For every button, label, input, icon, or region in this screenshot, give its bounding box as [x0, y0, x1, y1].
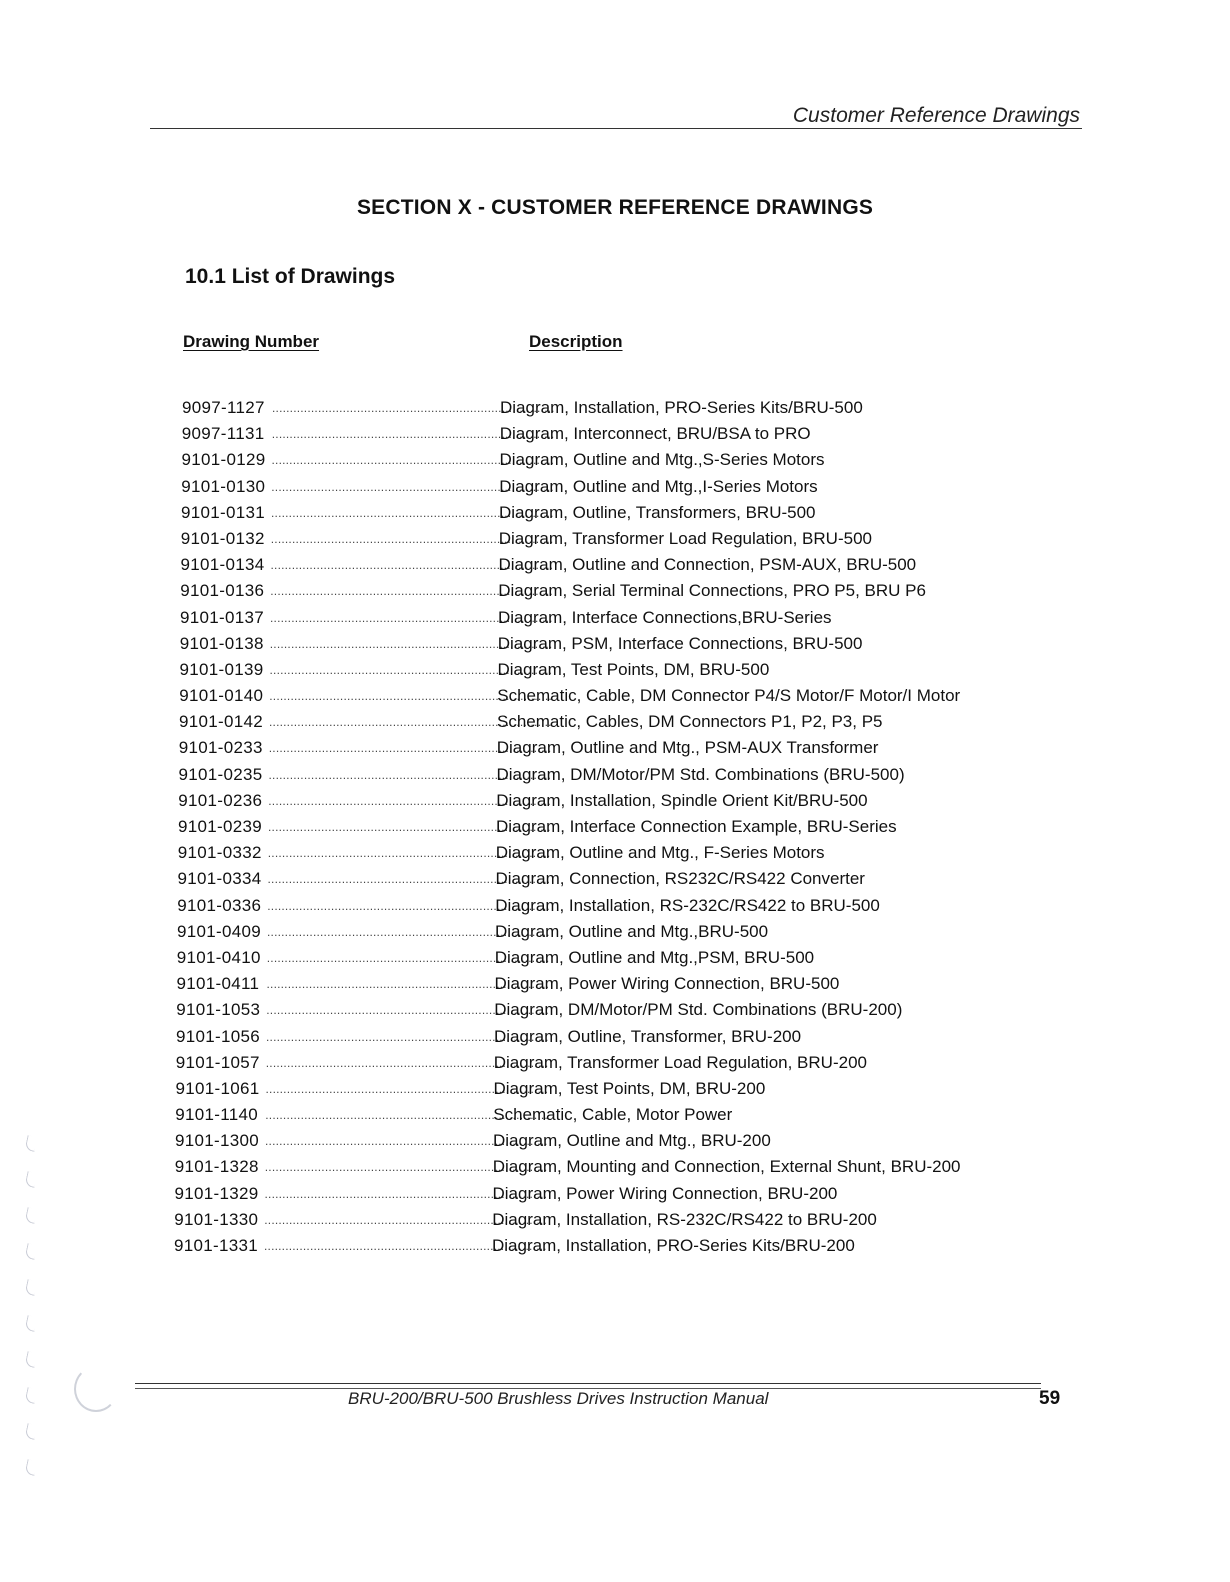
drawing-list-item: [0, 788, 1222, 814]
binding-ring-icon: [74, 1366, 118, 1412]
drawing-description: Diagram, Interface Connection Example, BRU-Series: [496, 817, 897, 836]
binding-hole-icon: [25, 1423, 38, 1440]
drawing-list-item: [0, 945, 1222, 971]
dot-leader: ................................................................................: [270, 610, 553, 625]
drawing-list-item: [0, 1154, 1222, 1180]
drawing-description: Diagram, Outline, Transformer, BRU-200: [494, 1026, 802, 1046]
drawing-list-item: [0, 683, 1222, 709]
drawing-number: 9101-1329: [174, 1183, 259, 1203]
drawing-list-item: [0, 474, 1222, 500]
subsection-title: 10.1 List of Drawings: [185, 265, 396, 288]
drawing-list-item: [0, 893, 1222, 919]
dot-leader: ................................................................................: [267, 898, 550, 913]
drawing-list-item: [0, 762, 1222, 788]
binding-hole-icon: [25, 1387, 38, 1404]
section-title: SECTION X - CUSTOMER REFERENCE DRAWINGS: [356, 196, 874, 219]
drawing-description: Diagram, Outline and Mtg., PSM-AUX Transformer: [496, 738, 879, 758]
drawing-number: 9101-1300: [175, 1131, 259, 1151]
drawing-description: Diagram, Outline and Mtg.,I-Series Motors: [499, 476, 818, 496]
dot-leader: ................................................................................: [269, 636, 553, 651]
footer-rule: [135, 1383, 1041, 1384]
dot-leader: ................................................................................: [266, 950, 550, 965]
drawing-description: Diagram, Mounting and Connection, External Shunt, BRU-200: [492, 1157, 961, 1177]
drawing-description: Diagram, Test Points, DM, BRU-200: [493, 1078, 766, 1098]
drawing-description: Diagram, Power Wiring Connection, BRU-500: [494, 974, 840, 994]
dot-leader: ................................................................................: [272, 401, 555, 415]
dot-leader: ................................................................................: [269, 715, 552, 730]
dot-leader: ................................................................................: [271, 505, 554, 520]
dot-leader: ................................................................................: [265, 1055, 549, 1070]
drawing-description: Diagram, Installation, RS-232C/RS422 to BRU-200: [492, 1209, 877, 1229]
drawing-number: 9101-0336: [177, 895, 262, 915]
drawing-description: Diagram, Outline and Mtg., F-Series Motors: [495, 843, 825, 863]
drawing-number: 9097-1127: [182, 398, 265, 417]
binding-hole-icon: [25, 1279, 38, 1296]
drawing-description: Schematic, Cables, DM Connectors P1, P2, P3, P5: [497, 712, 883, 732]
drawing-number: 9101-0129: [181, 450, 266, 470]
drawing-description: Diagram, Transformer Load Regulation, BRU-200: [493, 1052, 867, 1072]
drawing-description: Diagram, Interface Connections,BRU-Series: [498, 607, 832, 627]
drawing-list-item: [0, 919, 1222, 945]
drawing-list-item: [0, 709, 1222, 735]
footer-manual-title: BRU-200/BRU-500 Brushless Drives Instruction Manual: [348, 1389, 769, 1408]
drawing-list-item: [0, 971, 1222, 997]
dot-leader: ................................................................................: [267, 846, 551, 861]
drawing-number: 9101-1057: [175, 1052, 260, 1072]
drawing-number: 9101-0239: [178, 817, 262, 836]
drawing-list-item: [0, 1128, 1222, 1154]
drawing-description: Diagram, Serial Terminal Connections, PRO P5, BRU P6: [498, 581, 926, 601]
column-header-description: Description: [529, 332, 623, 351]
drawing-description: Diagram, Connection, RS232C/RS422 Converter: [495, 869, 865, 889]
drawing-number: 9101-0139: [179, 659, 264, 679]
drawing-description: Diagram, Power Wiring Connection, BRU-200: [492, 1183, 838, 1203]
drawing-list-item: [0, 447, 1222, 473]
drawing-list-item: [0, 1233, 1222, 1259]
drawing-number: 9101-0137: [180, 607, 264, 627]
drawing-description: Diagram, DM/Motor/PM Std. Combinations (BRU-500): [496, 764, 905, 784]
binding-hole-icon: [25, 1171, 38, 1188]
drawing-description: Diagram, Transformer Load Regulation, BRU-500: [498, 528, 872, 548]
dot-leader: ................................................................................: [268, 820, 551, 834]
binding-hole-icon: [25, 1315, 38, 1332]
drawing-list-item: [0, 1181, 1222, 1207]
dot-leader: ................................................................................: [265, 1108, 548, 1123]
drawing-description: Diagram, Installation, RS-232C/RS422 to BRU-500: [495, 895, 880, 915]
dot-leader: ................................................................................: [267, 924, 550, 939]
drawing-number: 9101-1061: [175, 1078, 260, 1098]
header-rule: [150, 128, 1082, 129]
drawing-number: 9097-1131: [181, 424, 265, 444]
drawing-description: Diagram, Interconnect, BRU/BSA to PRO: [499, 424, 811, 444]
dot-leader: ................................................................................: [266, 1003, 549, 1018]
drawing-number: 9101-1056: [176, 1026, 260, 1046]
drawing-list-item: [0, 1102, 1222, 1128]
drawing-description: Schematic, Cable, Motor Power: [493, 1105, 733, 1125]
drawing-description: Diagram, Outline, Transformers, BRU-500: [499, 502, 816, 522]
drawing-list-item: [0, 500, 1222, 526]
drawing-description: Diagram, Installation, Spindle Orient Kit/BRU-500: [496, 790, 868, 810]
binding-holes: [26, 1136, 46, 1496]
dot-leader: ................................................................................: [268, 793, 551, 808]
drawing-list-item: [0, 1050, 1222, 1076]
drawing-number: 9101-1330: [174, 1209, 259, 1229]
running-header: Customer Reference Drawings: [792, 104, 1080, 127]
drawing-number: 9101-0131: [181, 502, 265, 522]
drawing-list-item: [0, 631, 1222, 657]
dot-leader: ................................................................................: [271, 479, 554, 494]
drawing-number: 9101-0332: [177, 843, 262, 863]
dot-leader: ................................................................................: [268, 741, 552, 756]
dot-leader: ................................................................................: [270, 584, 553, 599]
drawing-list-item: [0, 997, 1222, 1023]
dot-leader: ................................................................................: [265, 1081, 549, 1096]
dot-leader: ................................................................................: [265, 1134, 548, 1149]
drawing-number: 9101-0138: [179, 633, 264, 653]
drawing-number: 9101-0140: [179, 686, 264, 706]
drawing-number: 9101-1053: [176, 1000, 261, 1020]
dot-leader: ................................................................................: [264, 1160, 548, 1175]
drawing-list: [0, 395, 1222, 1259]
drawing-number: 9101-0134: [180, 555, 265, 575]
drawing-number: 9101-0411: [176, 974, 260, 994]
dot-leader: ................................................................................: [264, 1212, 547, 1227]
binding-hole-icon: [25, 1135, 38, 1152]
drawing-list-item: [0, 814, 1222, 840]
dot-leader: ................................................................................: [269, 662, 553, 677]
drawing-description: Diagram, Outline and Mtg., BRU-200: [493, 1131, 771, 1151]
dot-leader: ................................................................................: [270, 558, 554, 573]
dot-leader: ................................................................................: [271, 427, 555, 442]
drawing-list-item: [0, 552, 1222, 578]
drawing-list-item: [0, 395, 1222, 421]
dot-leader: ................................................................................: [269, 689, 552, 704]
drawing-number: 9101-1331: [174, 1236, 258, 1255]
drawing-number: 9101-0130: [181, 476, 266, 496]
drawing-list-item: [0, 657, 1222, 683]
drawing-number: 9101-0334: [177, 869, 262, 889]
dot-leader: ................................................................................: [267, 872, 551, 887]
drawing-list-item: [0, 840, 1222, 866]
dot-leader: ................................................................................: [264, 1186, 548, 1201]
column-header-drawing-number: Drawing Number: [183, 332, 320, 351]
drawing-number: 9101-0142: [179, 712, 263, 732]
drawing-number: 9101-0409: [177, 921, 261, 941]
drawing-list-item: [0, 421, 1222, 447]
drawing-list-item: [0, 578, 1222, 604]
drawing-description: Diagram, Test Points, DM, BRU-500: [497, 659, 770, 679]
drawing-list-item: [0, 1207, 1222, 1233]
drawing-description: Diagram, Outline and Mtg.,PSM, BRU-500: [494, 947, 815, 967]
dot-leader: ................................................................................: [270, 531, 554, 546]
dot-leader: ................................................................................: [271, 453, 555, 468]
drawing-number: 9101-0136: [180, 581, 265, 601]
drawing-list-item: [0, 866, 1222, 892]
drawing-description: Diagram, Outline and Mtg.,S-Series Motors: [499, 450, 825, 470]
drawing-number: 9101-1140: [175, 1105, 258, 1125]
drawing-description: Schematic, Cable, DM Connector P4/S Motor/F Motor/I Motor: [497, 686, 961, 706]
dot-leader: ................................................................................: [266, 977, 550, 992]
binding-hole-icon: [25, 1243, 38, 1260]
drawing-number: 9101-0233: [178, 738, 263, 758]
drawing-description: Diagram, Outline and Connection, PSM-AUX, BRU-500: [498, 555, 917, 575]
drawing-description: Diagram, Installation, PRO-Series Kits/BRU-200: [492, 1236, 855, 1255]
page-number: 59: [1039, 1388, 1061, 1409]
drawing-number: 9101-0410: [176, 947, 261, 967]
drawing-number: 9101-0132: [180, 528, 265, 548]
drawing-list-item: [0, 735, 1222, 761]
drawing-list-item: [0, 605, 1222, 631]
dot-leader: ................................................................................: [264, 1239, 547, 1253]
dot-leader: ................................................................................: [268, 767, 552, 782]
drawing-list-item: [0, 526, 1222, 552]
drawing-description: Diagram, Outline and Mtg.,BRU-500: [495, 921, 769, 941]
drawing-number: 9101-1328: [174, 1157, 259, 1177]
binding-hole-icon: [25, 1459, 38, 1476]
drawing-list-item: [0, 1076, 1222, 1102]
dot-leader: ................................................................................: [266, 1029, 549, 1044]
drawing-number: 9101-0235: [178, 764, 263, 784]
drawing-list-item: [0, 1024, 1222, 1050]
drawing-number: 9101-0236: [178, 790, 263, 810]
drawing-description: Diagram, DM/Motor/PM Std. Combinations (BRU-200): [494, 1000, 903, 1020]
binding-hole-icon: [25, 1351, 38, 1368]
binding-hole-icon: [25, 1207, 38, 1224]
drawing-description: Diagram, PSM, Interface Connections, BRU-500: [497, 633, 863, 653]
drawing-description: Diagram, Installation, PRO-Series Kits/BRU-500: [500, 398, 863, 417]
